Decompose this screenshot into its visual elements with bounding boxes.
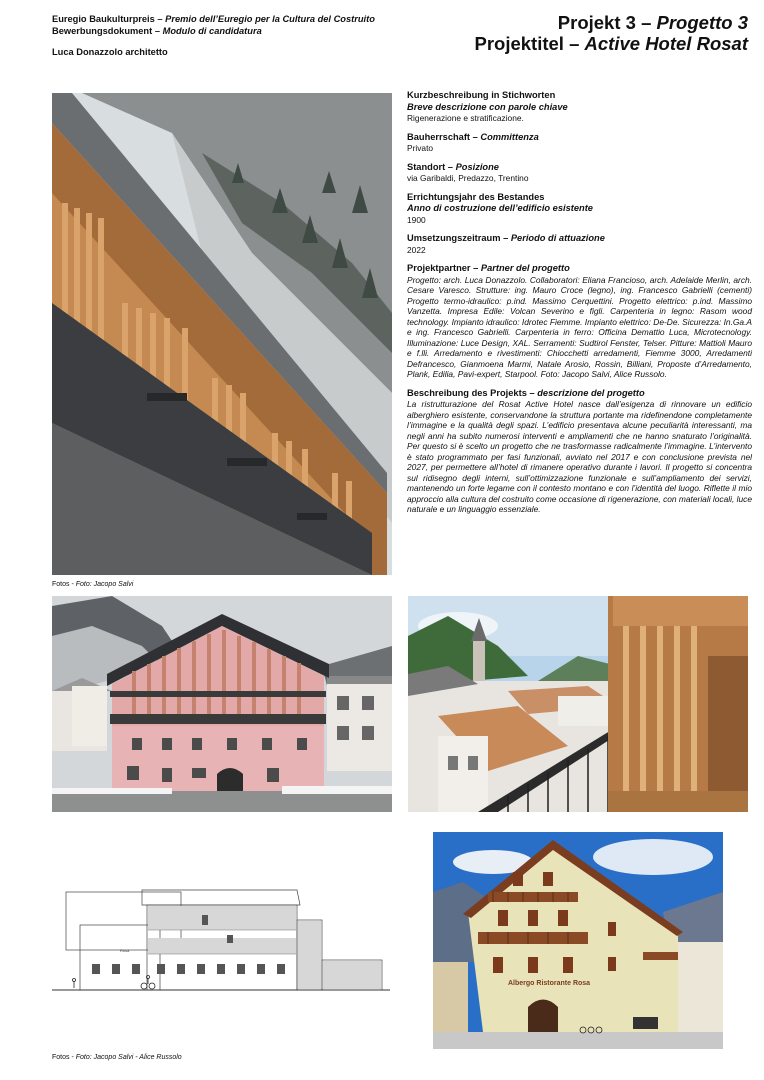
architect-name: Luca Donazzolo architetto <box>52 47 168 57</box>
photo-caption-top: Fotos - Foto: Jacopo Salvi <box>52 581 134 588</box>
document-header <box>52 14 375 59</box>
facade-sign-text: Albergo Ristorante Rosa <box>508 980 591 987</box>
photo-hotel-before <box>433 832 723 1049</box>
document-type-line: Bewerbungsdokument – Modulo di candidatura <box>52 25 262 36</box>
photo-caption-bottom: Fotos - Foto: Jacopo Salvi - Alice Russolo <box>52 1054 182 1061</box>
section-client: Bauherrschaft – Committenza Privato <box>407 131 539 153</box>
project-number: Projekt 3 – Progetto 3 <box>557 12 748 33</box>
photo-balcony-view-church <box>408 596 748 812</box>
photo-balcony-facade <box>52 93 392 575</box>
project-title: Projektitel – Active Hotel Rosat <box>474 33 748 54</box>
section-construction-year: Errichtungsjahr des Bestandes Anno di costruzione dell’edificio esistente 1900 <box>407 191 593 225</box>
section-short-description: Kurzbeschreibung in Stichworten Breve descrizione con parole chiave Rigenerazione e stratificazione. <box>407 90 568 123</box>
drawing-facade-elevation <box>52 880 390 995</box>
project-info <box>407 90 752 523</box>
project-heading <box>475 12 749 54</box>
prize-line: Euregio Baukulturpreis – Premio dell’Euregio per la Cultura del Costruito <box>52 14 375 24</box>
section-location: Standort – Posizione via Garibaldi, Predazzo, Trentino <box>407 161 529 183</box>
photo-hotel-exterior-winter <box>52 596 392 812</box>
section-project-partners: Projektpartner – Partner del progetto Progetto: arch. Luca Donazzolo. Collaboratori: Eliana Francioso, arch. Adelaide Merlin, arch. Cesare Varesco. Strutture: ing. Mauro Croce (legno), ing. Francesco Gabrielli (cementi) Progetto termo-idraulico: p.ind. Massimo Cerquettini. Progetto elettrico: p.ind. Massimo Vanzetta. Impresa Edile: Volcan Severino e figli. Carpenteria in legno: Rasom wood technology. Impianto idraulico: Idrotec Fiemme. Impianto elettrico: De-De. Sicurezza: In.Ga.A e ing. Francesco Gabrielli. Carpenteria in ferro: Officina Demattio Luca, Microtecnology. Illuminazione: Luce Design, XAL. Serramenti: Sudtirol Fenster, Telser. Pitture: Mattioli Mauro e f.lli. Arredamento e rivestimenti: Chiocchetti arredamenti, Fiemme 3000, Arredamenti Defrancesco, Gianmoena Marmi, Natale Arosio, Rossin, Billiani, Proposte d’Arredamento, Plank, Edilia, Pavi-expert, Starpool. Foto: Jacopo Salvi, Alice Russolo. <box>407 263 752 379</box>
elevation-sign-text: Rosa <box>120 948 130 953</box>
section-project-description: Beschreibung des Projekts – descrizione del progetto La ristrutturazione del Rosat Active Hotel nasce dall’esigenza di rinnovare un edificio alberghiero esistente, conservandone la struttura portante ma ridefinendone completamente l’immagine e la qualità degli spazi. L’edificio presentava alcune peculiarità interessanti, ma negli anni ha subito numerosi interventi e ampliamenti che ne hanno snaturato l’originalità. Per questo si è scelto un progetto che ne trasformasse radicalmente l’immagine. L’intervento è stato programmato per fasi funzionali, avviato nel 2017 e con conclusione prevista nel 2027, per permettere all’hotel di rimanere operativo durante i lavori. Il progetto si concentra sul ridisegno degli interni, sull’ottimizzazione funzionale e sull’ampliamento dei servizi, mantenendo un forte legame con il contesto montano e con l’identità del luogo. Riflette il mio approccio alla cultura del costruito come occasione di rigenerazione, con materiali locali, luce naturale e un linguaggio essenziale. <box>407 387 752 514</box>
section-implementation-period: Umsetzungszeitraum – Periodo di attuazione 2022 <box>407 233 605 255</box>
